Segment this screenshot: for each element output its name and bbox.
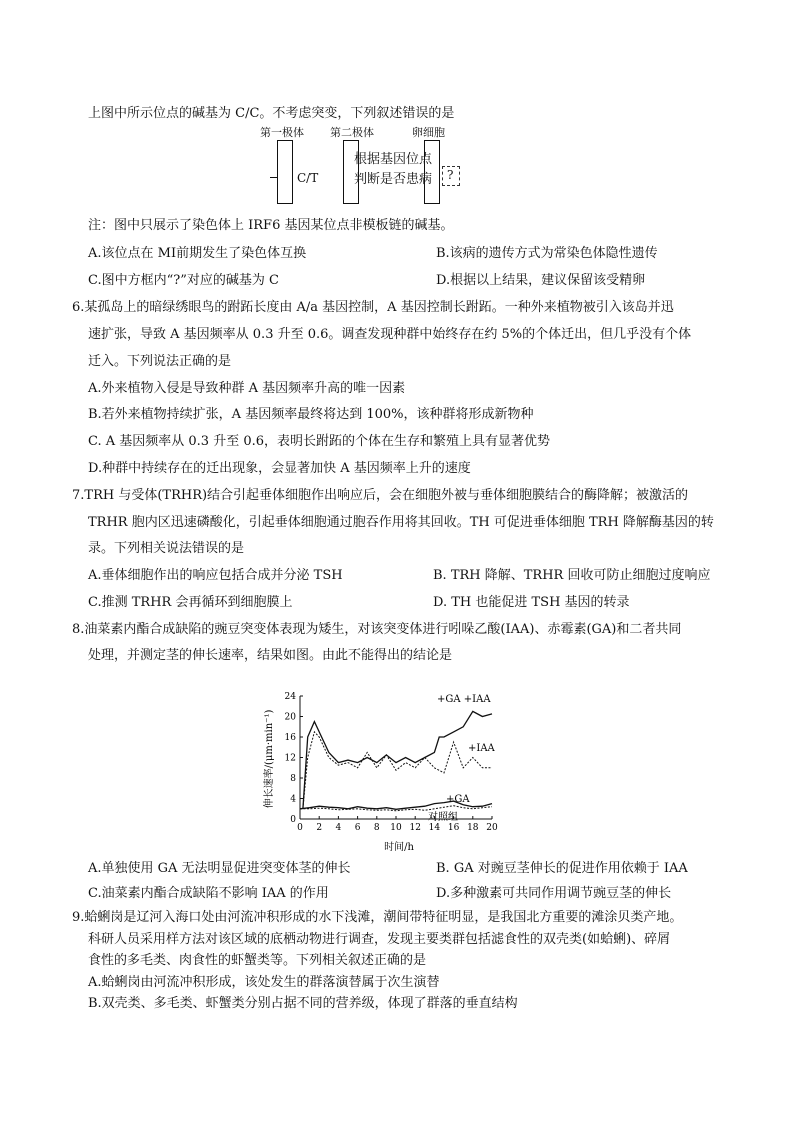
q7-stem-3: 录。下列相关说法错误的是 bbox=[88, 541, 245, 556]
series-label-ga: +GA bbox=[446, 794, 470, 805]
q7-option-b: B. TRH 降解、TRHR 回收可防止细胞过度响应 bbox=[433, 568, 711, 583]
q5-option-a: A.该位点在 MⅠ前期发生了染色体互换 bbox=[88, 246, 307, 261]
y-tick-label: 0 bbox=[290, 815, 296, 825]
q9-option-a: A.蛤蜊岗由河流冲积形成，该处发生的群落演替属于次生演替 bbox=[88, 975, 440, 990]
x-tick-label: 0 bbox=[297, 823, 303, 833]
q5-option-c: C.图中方框内“?”对应的碱基为 C bbox=[88, 273, 279, 288]
x-tick-label: 16 bbox=[447, 823, 460, 833]
site-marker-first bbox=[270, 177, 278, 178]
question-mark: ? bbox=[447, 168, 454, 182]
growth-rate-chart bbox=[258, 686, 508, 856]
figure-overlay-text bbox=[354, 150, 432, 190]
q9-stem-2: 科研人员采用样方法对该区域的底栖动物进行调查，发现主要类群包括滤食性的双壳类(如蛤蜊)、碎屑 bbox=[88, 932, 671, 947]
q7-option-a: A.垂体细胞作出的响应包括合成并分泌 TSH bbox=[88, 568, 343, 583]
x-axis-title: 时间/h bbox=[384, 842, 414, 853]
x-tick-label: 20 bbox=[486, 823, 498, 833]
q6-option-b: B.若外来植物持续扩张，A 基因频率最终将达到 100%，该种群将形成新物种 bbox=[88, 407, 534, 422]
q7-option-c: C.推测 TRHR 会再循环到细胞膜上 bbox=[88, 595, 293, 610]
chromosome-first-polar bbox=[277, 140, 293, 204]
first-polar-base: C/T bbox=[297, 171, 319, 185]
q9-option-b: B.双壳类、多毛类、虾蟹类分别占据不同的营养级，体现了群落的垂直结构 bbox=[88, 996, 518, 1011]
q7-stem-1: 7.TRH 与受体(TRHR)结合引起垂体细胞作出响应后，会在细胞外被与垂体细胞膜结合的酶降解；被激活的 bbox=[72, 488, 689, 503]
y-tick-label: 4 bbox=[290, 794, 296, 805]
y-tick-label: 8 bbox=[290, 774, 296, 784]
q7-stem-2: TRHR 胞内区迅速磷酸化，引起垂体细胞通过胞吞作用将其回收。TH 可促进垂体细胞 TRH 降解酶基因的转 bbox=[88, 515, 714, 530]
q8-option-a: A.单独使用 GA 无法明显促进突变体茎的伸长 bbox=[88, 861, 351, 876]
series-line-control bbox=[300, 806, 492, 811]
y-tick-label: 20 bbox=[284, 712, 296, 723]
y-axis-title: 伸长速率/(μm·min⁻¹) bbox=[264, 709, 275, 809]
y-tick-label: 16 bbox=[284, 733, 296, 743]
series-label-control: 对照组 bbox=[428, 812, 458, 823]
x-tick-label: 6 bbox=[354, 823, 361, 833]
q5-option-d: D.根据以上结果，建议保留该受精卵 bbox=[436, 273, 646, 288]
q9-stem-1: 9.蛤蜊岗是辽河入海口处由河流冲积形成的水下浅滩，潮间带特征明显，是我国北方重要的滩涂贝类产地。 bbox=[72, 910, 683, 925]
x-tick-label: 4 bbox=[335, 823, 342, 833]
series-label-iaa: +IAA bbox=[468, 743, 495, 754]
q6-stem-1: 6.某孤岛上的暗绿绣眼鸟的跗跖长度由 A/a 基因控制，A 基因控制长跗跖。一种外来植物被引入该岛并迅 bbox=[72, 300, 674, 315]
x-tick-label: 14 bbox=[428, 823, 441, 833]
label-second-polar-body: 第二极体 bbox=[330, 126, 374, 139]
y-tick-label: 24 bbox=[284, 692, 296, 702]
q5-note: 注：图中只展示了染色体上 IRF6 基因某位点非模板链的碱基。 bbox=[88, 218, 454, 233]
q6-option-d: D.种群中持续存在的迁出现象，会显著加快 A 基因频率上升的速度 bbox=[88, 461, 471, 476]
q6-option-a: A.外来植物入侵是导致种群 A 基因频率升高的唯一因素 bbox=[88, 381, 406, 396]
q8-option-c: C.油菜素内酯合成缺陷不影响 IAA 的作用 bbox=[88, 886, 329, 901]
q6-stem-3: 迁入。下列说法正确的是 bbox=[88, 354, 232, 369]
x-tick-label: 2 bbox=[316, 823, 323, 833]
q5-stem: 上图中所示位点的碱基为 C/C。不考虑突变，下列叙述错误的是 bbox=[88, 106, 455, 121]
q8-option-b: B. GA 对豌豆茎伸长的促进作用依赖于 IAA bbox=[436, 861, 688, 876]
x-tick-label: 8 bbox=[373, 823, 380, 833]
label-egg-cell: 卵细胞 bbox=[412, 126, 445, 139]
label-first-polar-body: 第一极体 bbox=[260, 126, 304, 139]
q8-option-d: D.多种激素可共同作用调节豌豆茎的伸长 bbox=[436, 886, 672, 901]
q6-option-c: C. A 基因频率从 0.3 升至 0.6，表明长跗跖的个体在生存和繁殖上具有显著优势 bbox=[88, 434, 551, 449]
q6-stem-2: 速扩张，导致 A 基因频率从 0.3 升至 0.6。调查发现种群中始终存在约 5%的个体迁出，但几乎没有个体 bbox=[88, 327, 692, 342]
overlay-line-1: 根据基因位点 bbox=[354, 152, 433, 167]
question-box bbox=[442, 166, 460, 186]
overlay-line-2: 判断是否患病 bbox=[354, 172, 433, 187]
x-tick-label: 12 bbox=[409, 823, 421, 833]
q8-stem-1: 8.油菜素内酯合成缺陷的豌豆突变体表现为矮生，对该突变体进行吲哚乙酸(IAA)、赤霉素(GA)和二者共同 bbox=[72, 622, 682, 637]
q5-option-b: B.该病的遗传方式为常染色体隐性遗传 bbox=[436, 246, 658, 261]
q8-stem-2: 处理，并测定茎的伸长速率，结果如图。由此不能得出的结论是 bbox=[88, 648, 453, 663]
y-tick-label: 12 bbox=[284, 753, 296, 764]
q9-stem-3: 食性的多毛类、肉食性的虾蟹类等。下列相关叙述正确的是 bbox=[88, 953, 427, 968]
x-tick-label: 18 bbox=[467, 823, 479, 833]
series-label-ga-iaa: +GA +IAA bbox=[437, 694, 491, 705]
q7-option-d: D. TH 也能促进 TSH 基因的转录 bbox=[433, 595, 630, 610]
x-tick-label: 10 bbox=[390, 823, 402, 833]
